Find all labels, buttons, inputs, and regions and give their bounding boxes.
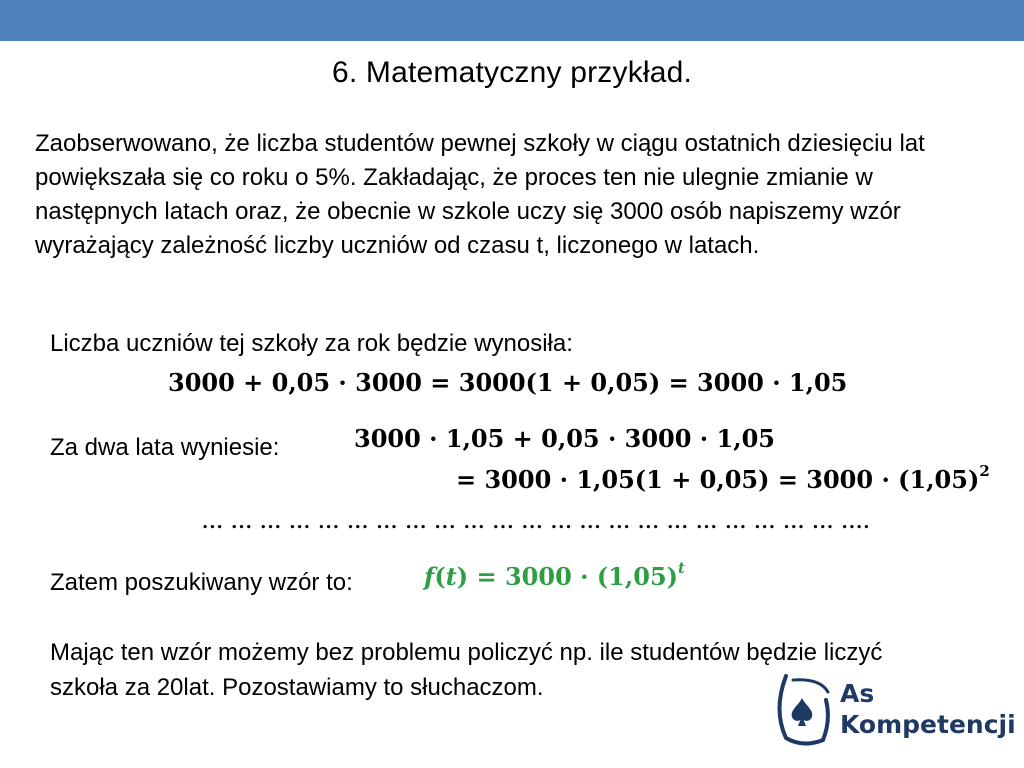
- ellipsis-separator: ... ... ... ... ... ... ... ... ... ... ... ... ... ... ... ... ... ... ... ... ... ... ....: [202, 512, 871, 533]
- year2-exponent: 2: [979, 462, 990, 480]
- year2-equation-line2-body: = 3000 · 1,05(1 + 0,05) = 3000 · (1,05): [456, 465, 980, 494]
- logo-text-line1: As: [840, 679, 875, 708]
- year1-label: Liczba uczniów tej szkoły za rok będzie wynosiła:: [50, 330, 573, 357]
- formula-exponent: t: [678, 559, 685, 577]
- formula-equation: $f(t) = 3000 \cdot (1,05)^t$: [424, 559, 685, 591]
- formula-body: = 3000 · (1,05): [476, 562, 678, 591]
- closing-paragraph: Mając ten wzór możemy bez problemu policzyć np. ile studentów będzie liczyć szkoła za 20lat. Pozostawiamy to słuchaczom.: [50, 639, 883, 701]
- year2-label: Za dwa lata wyniesie:: [50, 434, 280, 461]
- formula-function-name: f: [424, 562, 435, 591]
- year2-equation-line2: [456, 462, 990, 494]
- intro-paragraph: Zaobserwowano, że liczba studentów pewnej szkoły w ciągu ostatnich dziesięciu lat powiększała się co roku o 5%. Zakładając, że proces ten nie ulegnie zmianie w następnych latach oraz, że obecnie w szkole uczy się 3000 osób napiszemy wzór wyrażający zależność liczby uczniów od czasu t, liczonego w latach.: [35, 130, 925, 259]
- year2-equation-line1: 3000 · 1,05 + 0,05 · 3000 · 1,05: [354, 424, 775, 453]
- top-bar: [0, 0, 1024, 41]
- formula-label: Zatem poszukiwany wzór to:: [50, 569, 353, 596]
- formula-variable: t: [445, 562, 457, 591]
- logo: [768, 670, 1016, 750]
- logo-text-line2: Kompetencji: [840, 710, 1016, 739]
- spade-card-icon: [768, 670, 838, 750]
- slide-title: 6. Matematyczny przykład.: [331, 56, 693, 89]
- year1-equation: 3000 + 0,05 · 3000 = 3000(1 + 0,05) = 3000 · 1,05: [168, 368, 848, 397]
